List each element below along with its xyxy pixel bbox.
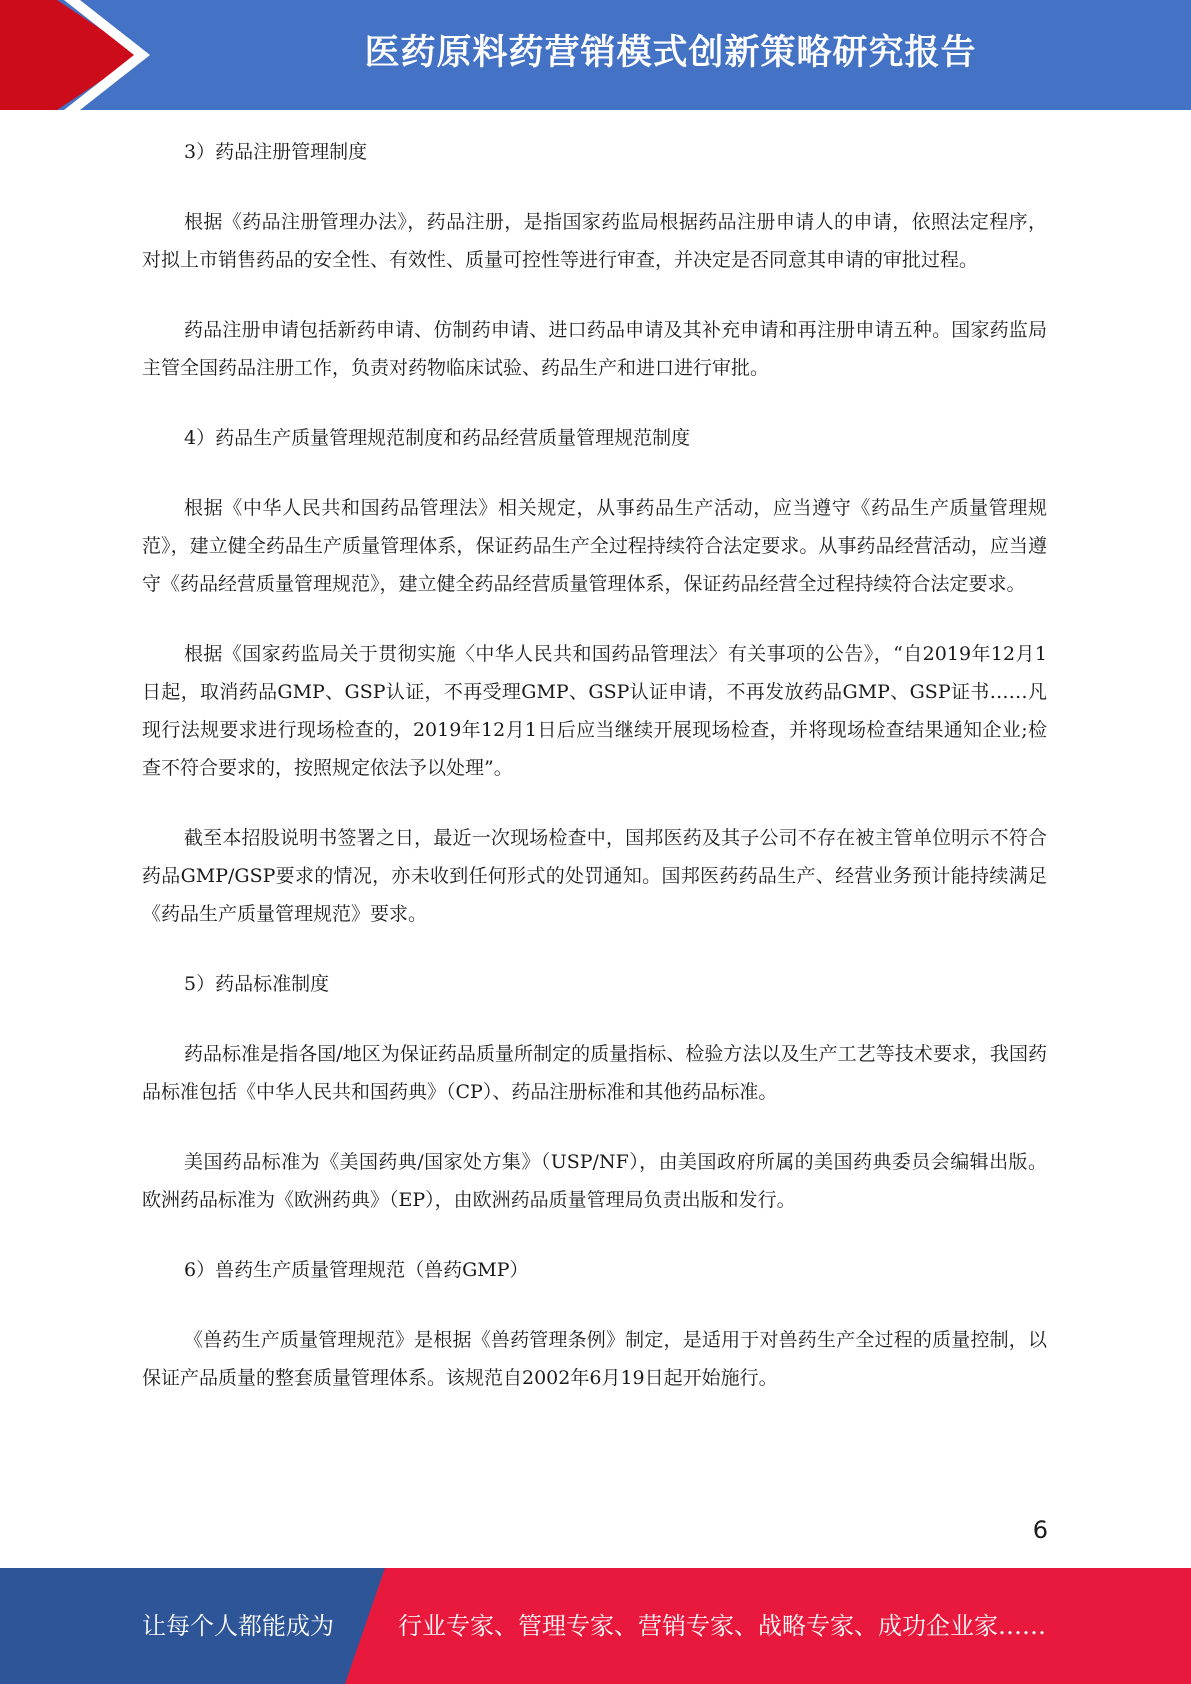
page-number: 6 — [1032, 1516, 1048, 1544]
document-body — [142, 133, 1047, 1429]
paragraph: 美国药品标准为《美国药典/国家处方集》（USP/NF），由美国政府所属的美国药典委员会编辑出版。欧洲药品标准为《欧洲药典》（EP），由欧洲药品质量管理局负责出版和发行。 — [142, 1151, 1047, 1211]
paragraph: 药品标准是指各国/地区为保证药品质量所制定的质量指标、检验方法以及生产工艺等技术要求，我国药品标准包括《中华人民共和国药典》（CP）、药品注册标准和其他药品标准。 — [142, 1043, 1047, 1103]
paragraph: 截至本招股说明书签署之日，最近一次现场检查中，国邦医药及其子公司不存在被主管单位明示不符合药品GMP/GSP要求的情况，亦未收到任何形式的处罚通知。国邦医药药品生产、经营业务预计能持续满足《药品生产质量管理规范》要求。 — [142, 827, 1047, 925]
page-footer — [0, 1568, 1191, 1684]
paragraph: 药品注册申请包括新药申请、仿制药申请、进口药品申请及其补充申请和再注册申请五种。国家药监局主管全国药品注册工作，负责对药物临床试验、药品生产和进口进行审批。 — [142, 319, 1047, 379]
heading-veterinary-gmp: 6）兽药生产质量管理规范（兽药GMP） — [184, 1259, 529, 1281]
footer-slogan-left: 让每个人都能成为 — [142, 1612, 334, 1640]
paragraph: 根据《国家药监局关于贯彻实施〈中华人民共和国药品管理法〉有关事项的公告》，“自2019年12月1日起，取消药品GMP、GSP认证，不再受理GMP、GSP认证申请，不再发放药品GMP、GSP证书……凡现行法规要求进行现场检查的，2019年12月1日后应当继续开展现场检查，并将现场检查结果通知企业;检查不符合要求的，按照规定依法予以处理”。 — [142, 643, 1047, 779]
heading-drug-registration: 3）药品注册管理制度 — [184, 141, 368, 163]
paragraph: 根据《药品注册管理办法》，药品注册，是指国家药监局根据药品注册申请人的申请，依照法定程序，对拟上市销售药品的安全性、有效性、质量可控性等进行审查，并决定是否同意其申请的审批过程。 — [142, 211, 1047, 271]
page-header — [0, 0, 1191, 110]
paragraph: 《兽药生产质量管理规范》是根据《兽药管理条例》制定，是适用于对兽药生产全过程的质量控制，以保证产品质量的整套质量管理体系。该规范自2002年6月19日起开始施行。 — [142, 1329, 1047, 1389]
header-arrow-decoration — [0, 0, 160, 110]
paragraph: 根据《中华人民共和国药品管理法》相关规定，从事药品生产活动，应当遵守《药品生产质量管理规范》，建立健全药品生产质量管理体系，保证药品生产全过程持续符合法定要求。从事药品经营活动，应当遵守《药品经营质量管理规范》，建立健全药品经营质量管理体系，保证药品经营全过程持续符合法定要求。 — [142, 497, 1047, 595]
report-title: 医药原料药营销模式创新策略研究报告 — [364, 33, 977, 73]
footer-slogan-right: 行业专家、管理专家、营销专家、战略专家、成功企业家…… — [398, 1612, 1046, 1640]
heading-gmp-gsp: 4）药品生产质量管理规范制度和药品经营质量管理规范制度 — [184, 427, 691, 449]
heading-drug-standards: 5）药品标准制度 — [184, 973, 330, 995]
